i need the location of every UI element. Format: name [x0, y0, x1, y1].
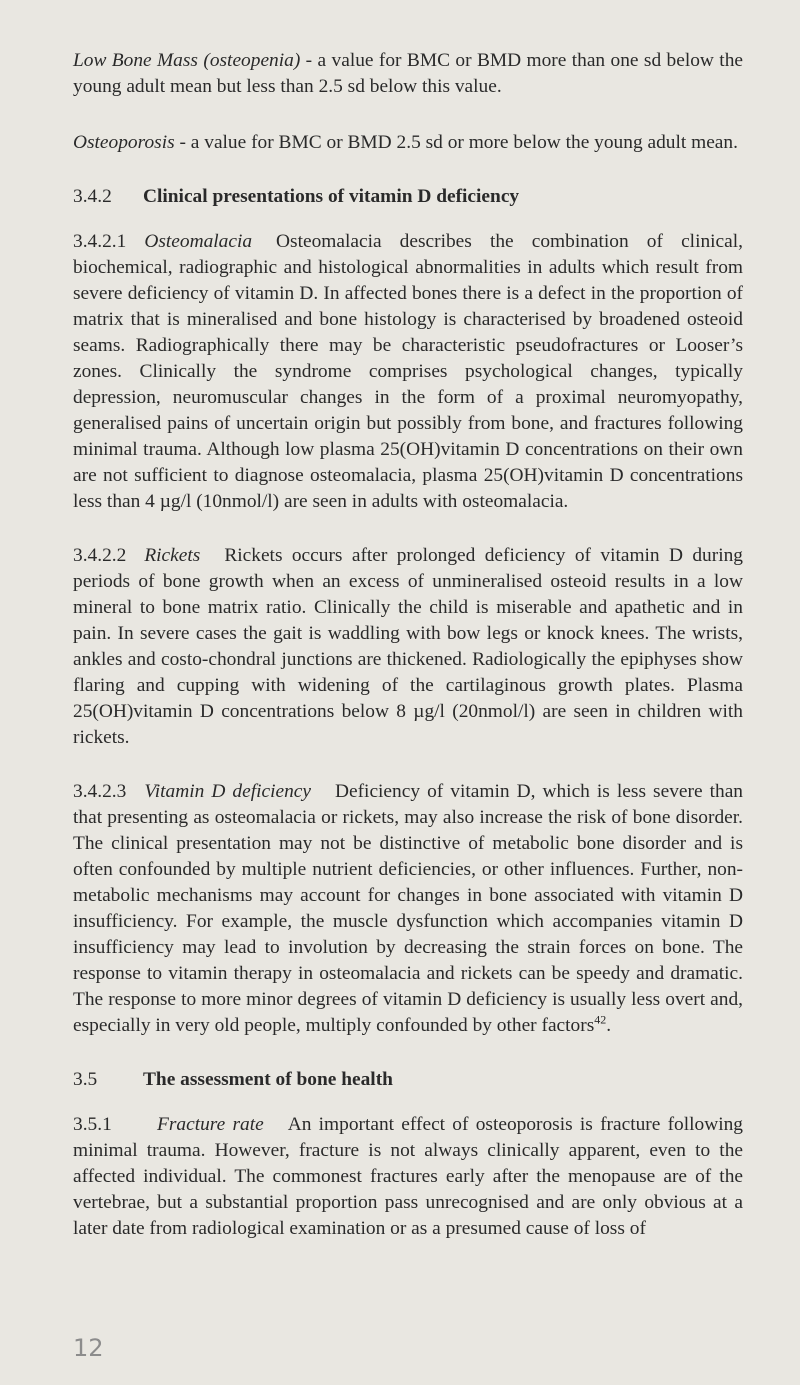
definition-osteoporosis: [73, 130, 743, 156]
definition-term: Low Bone Mass (osteopenia): [73, 50, 301, 71]
subsection-text: Deficiency of vitamin D, which is less severe than that presenting as osteomalacia or rickets, may also increase the risk of bone disorder. The clinical presentation may not be distinctive of metabolic bone disorder and is often confounded by multiple nutrient deficiencies, or other influences. Further, non-metabolic mechanisms may account for changes in bone associated with vitamin D insufficiency. For example, the muscle dysfunction which accompanies vitamin D insufficiency may lead to involution by decreasing the strain forces on bone. The response to vitamin therapy in osteomalacia and rickets can be speedy and dramatic. The response to more minor degrees of vitamin D deficiency is usually less overt and, especially in very old people, multiply confounded by other factors: [73, 781, 743, 1036]
page-body: [73, 48, 743, 1242]
subsection-text: Rickets occurs after prolonged deficiency of vitamin D during periods of bone growth when an excess of unmineralised osteoid results in a low mineral to bone matrix ratio. Clinically the child is miserable and apathetic and in pain. In severe cases the gait is waddling with bow legs or knock knees. The wrists, ankles and costo-chondral junctions are thickened. Radiologically the epiphyses show flaring and cupping with widening of the cartilaginous growth plates. Plasma 25(OH)vitamin D concentrations below 8 µg/l (20nmol/l) are seen in children with rickets.: [73, 545, 743, 748]
section-number: 3.5: [73, 1069, 98, 1090]
definition-text: - a value for BMC or BMD 2.5 sd or more below the young adult mean.: [174, 132, 738, 153]
section-title: Clinical presentations of vitamin D deficiency: [143, 186, 520, 207]
subsection-vitamin-d-deficiency: [73, 779, 743, 1039]
subsection-number: 3.4.2.2: [73, 545, 127, 566]
subsection-term: Fracture rate: [157, 1114, 264, 1135]
page-number: 12: [73, 1334, 104, 1362]
subsection-text: Osteomalacia describes the combination of clinical, biochemical, radiographic and histological abnormalities in adults which result from severe deficiency of vitamin D. In affected bones there is a defect in the proportion of matrix that is mineralised and bone histology is characterised by broadened osteoid seams. Radiographically there may be characteristic pseudofractures or Looser’s zones. Clinically the syndrome comprises psychological changes, typically depression, neuromuscular changes in the form of a proximal neuromyopathy, generalised pains of uncertain origin but possibly from bone, and fractures following minimal trauma. Although low plasma 25(OH)vitamin D concentrations on their own are not sufficient to diagnose osteomalacia, plasma 25(OH)vitamin D concentrations less than 4 µg/l (10nmol/l) are seen in adults with osteomalacia.: [73, 231, 743, 512]
subsection-term: Osteomalacia: [144, 231, 253, 252]
section-number: 3.4.2: [73, 186, 112, 207]
definition-text: - a value for BMC or BMD more than one sd below the young adult mean but less than 2.5 sd below this value.: [73, 50, 743, 97]
reference-superscript: 42: [594, 1012, 607, 1027]
subsection-rickets: [73, 543, 743, 751]
subsection-osteomalacia: [73, 229, 743, 515]
subsection-number: 3.4.2.1: [73, 231, 127, 252]
subsection-term: Rickets: [144, 545, 201, 566]
section-title: The assessment of bone health: [143, 1069, 393, 1090]
section-heading-3-4-2: [73, 184, 743, 210]
subsection-number: 3.5.1: [73, 1114, 112, 1135]
subsection-number: 3.4.2.3: [73, 781, 127, 802]
subsection-fracture-rate: [73, 1112, 743, 1242]
definition-term: Osteoporosis: [73, 132, 175, 153]
subsection-term: Vitamin D deficiency: [144, 781, 311, 802]
subsection-text-tail: .: [606, 1015, 612, 1036]
subsection-text: An important effect of osteoporosis is fracture following minimal trauma. However, fracture is not always clinically apparent, even to the affected individual. The commonest fractures early after the menopause are of the vertebrae, but a substantial proportion pass unrecognised and are only obvious at a later date from radiological examination or as a presumed cause of loss of: [73, 1114, 744, 1239]
section-heading-3-5: [73, 1067, 743, 1093]
definition-osteopenia: [73, 48, 743, 100]
